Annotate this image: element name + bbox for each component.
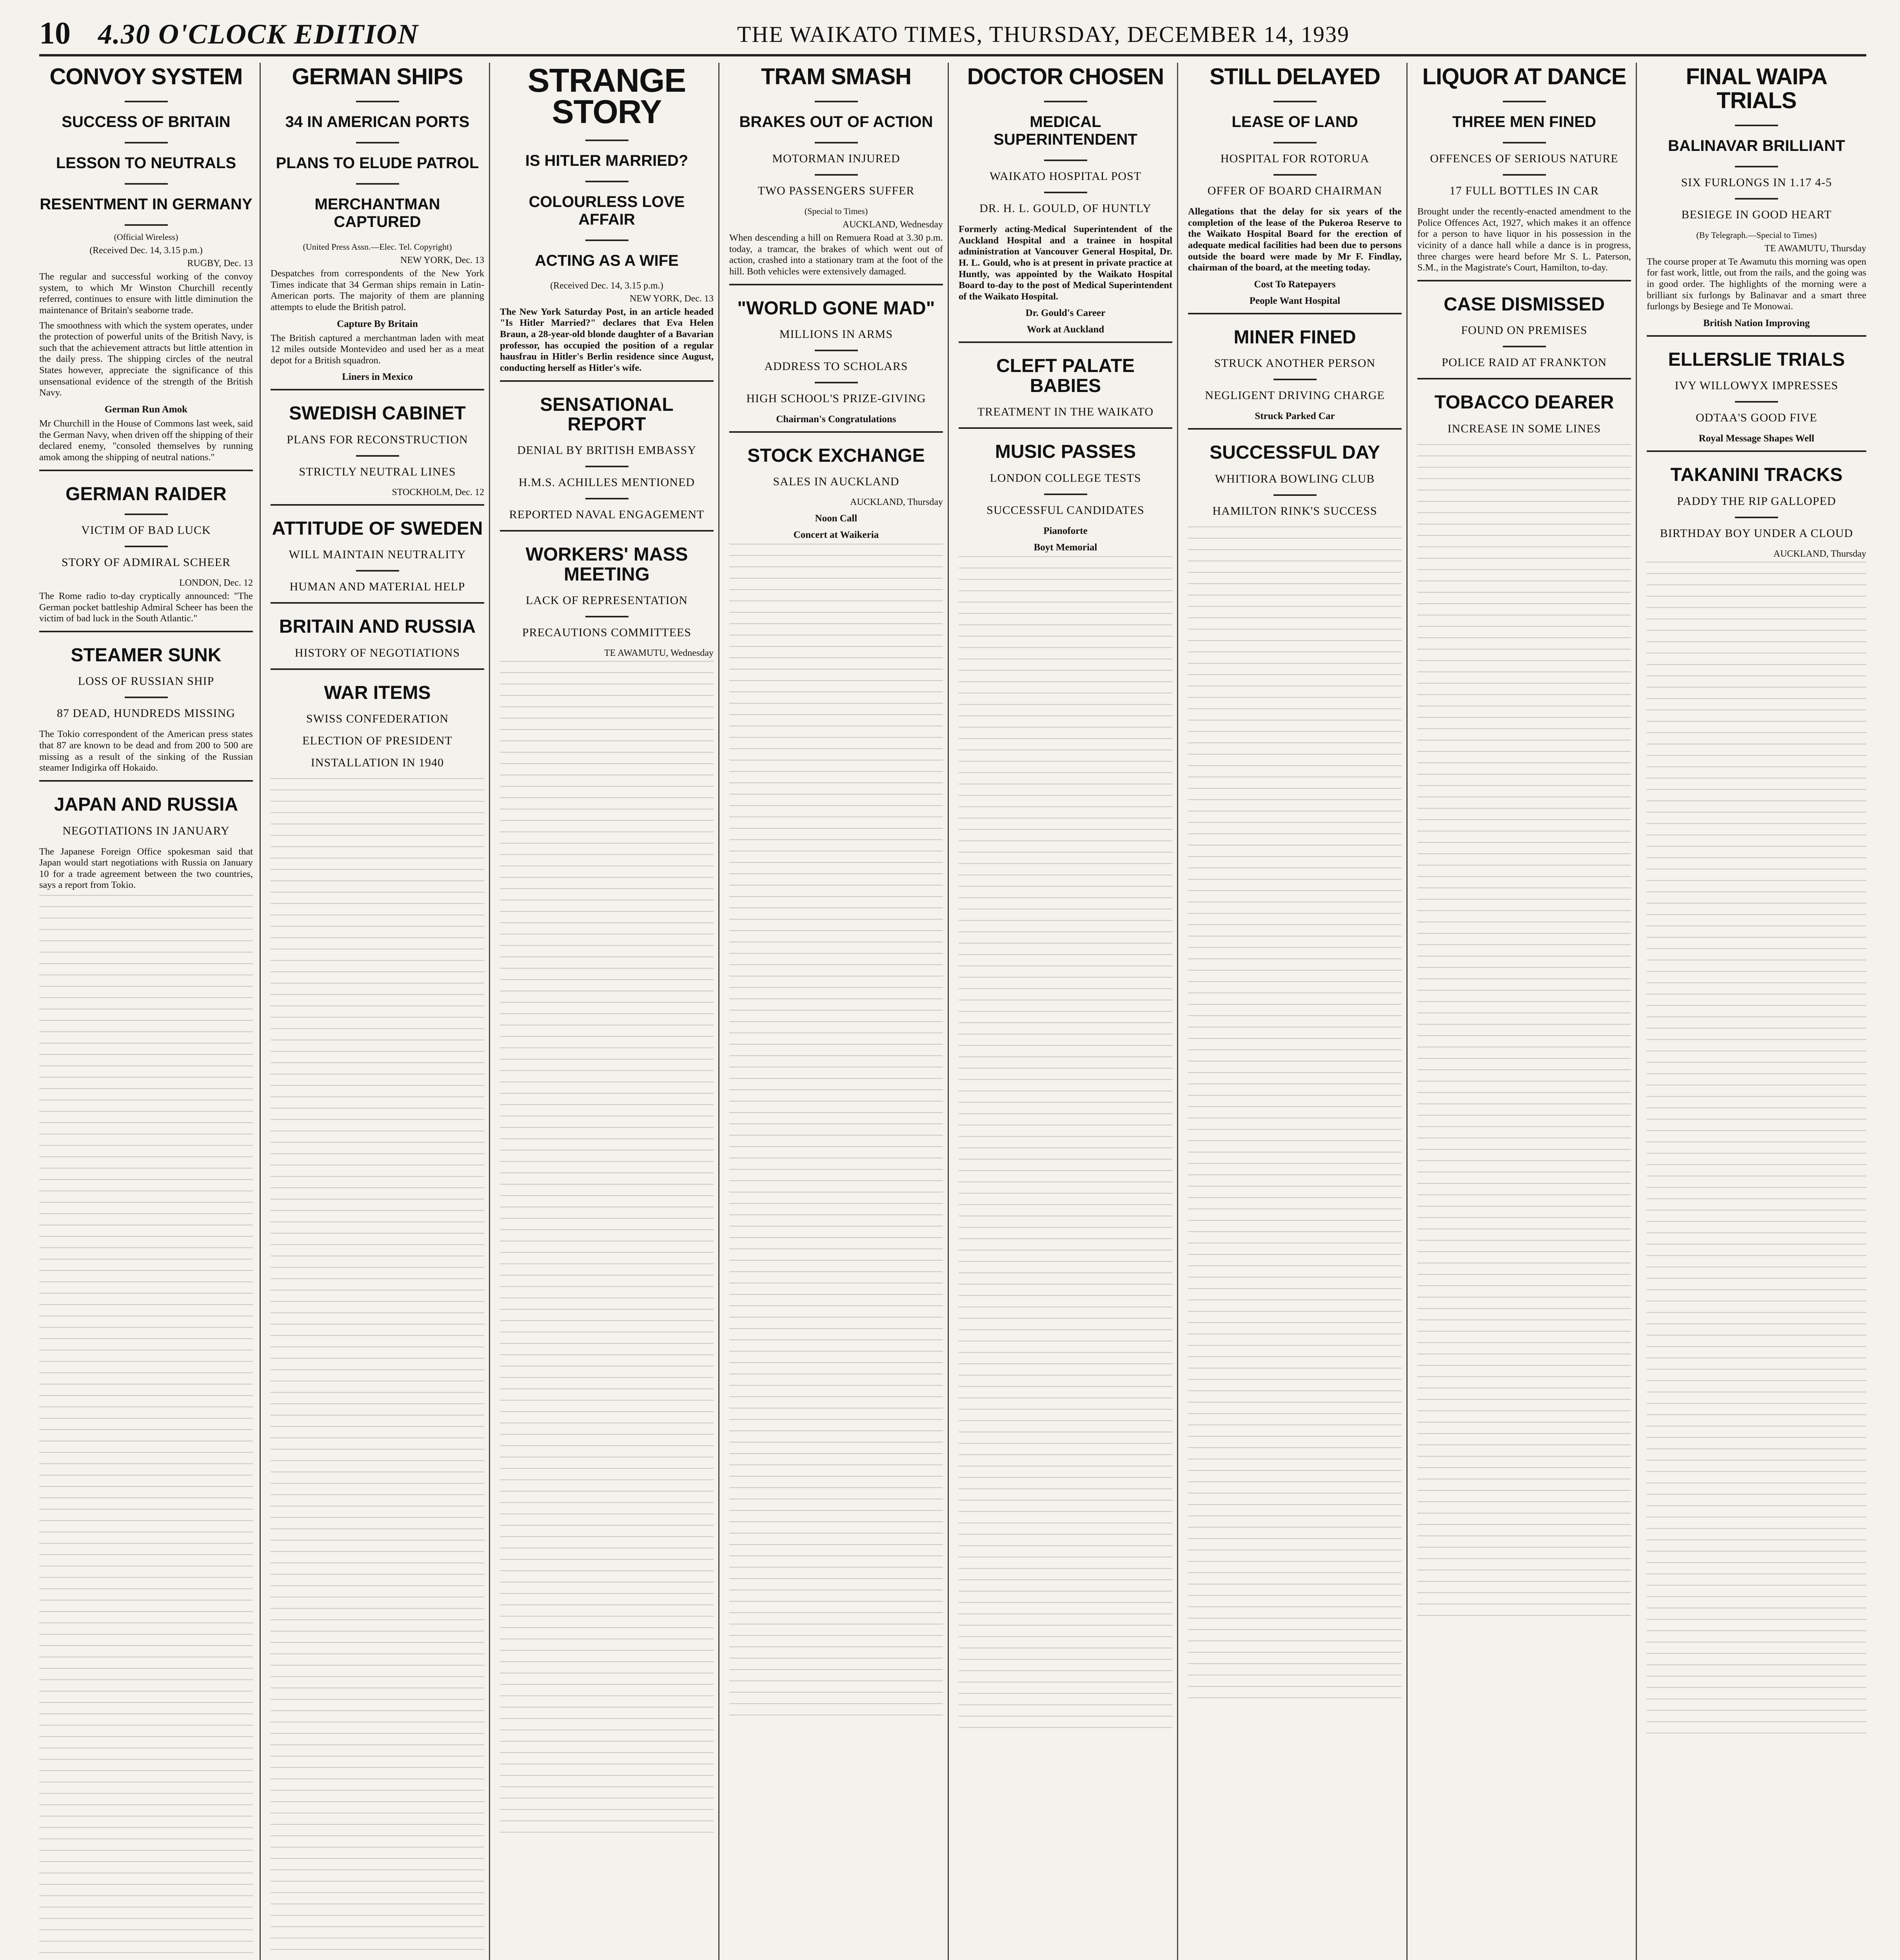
- headline: "WORLD GONE MAD": [737, 298, 935, 319]
- paragraph: The Japanese Foreign Office spokesman said that Japan would start negotiations with Russia on January 10 for a trade agreement between the two countries, says a report from Tokio.: [39, 846, 253, 891]
- headline: DOCTOR CHOSEN: [967, 64, 1164, 89]
- deck: DENIAL BY BRITISH EMBASSY: [517, 444, 696, 457]
- text-lines: [729, 544, 943, 1720]
- text-lines: [1188, 526, 1402, 1702]
- divider: [356, 570, 399, 572]
- section-rule: [1647, 335, 1866, 337]
- place-dateline: LONDON, Dec. 12: [179, 578, 253, 588]
- headline: ELLERSLIE TRIALS: [1668, 349, 1845, 370]
- divider: [1503, 101, 1546, 102]
- divider: [356, 455, 399, 457]
- deck: BESIEGE IN GOOD HEART: [1681, 208, 1832, 221]
- headline: ATTITUDE OF SWEDEN: [272, 518, 483, 539]
- headline: MUSIC PASSES: [995, 441, 1136, 463]
- headline: JAPAN AND RUSSIA: [54, 794, 238, 815]
- headline: TOBACCO DEARER: [1434, 392, 1614, 413]
- divider: [125, 101, 168, 102]
- section-rule: [1188, 313, 1402, 314]
- divider: [356, 142, 399, 143]
- headline: CONVOY SYSTEM: [49, 64, 243, 89]
- deck: PADDY THE RIP GALLOPED: [1677, 494, 1836, 508]
- headline: GERMAN RAIDER: [65, 483, 227, 505]
- deck: IS HITLER MARRIED?: [525, 152, 688, 169]
- deck: VICTIM OF BAD LUCK: [81, 524, 211, 537]
- divider: [1044, 160, 1087, 161]
- deck: ADDRESS TO SCHOLARS: [764, 359, 908, 373]
- divider: [1273, 142, 1317, 143]
- deck: SUCCESSFUL CANDIDATES: [986, 503, 1144, 517]
- paragraph: The Rome radio to-day cryptically announced: "The German pocket battleship Admiral Scheer has been the victim of bad luck in the South Atlantic.": [39, 591, 253, 624]
- wire-credit: (Special to Times): [804, 206, 868, 216]
- divider: [1735, 198, 1778, 200]
- paragraph: Brought under the recently-enacted amendment to the Police Offences Act, 1927, which makes it an offence for a person to have liquor in his possession in the vicinity of a dance hall while a dance is in progress, three charges were heard before Mr S. L. Paterson, S.M., in the Magistrate's Court, Hamilton, to-day.: [1417, 206, 1631, 273]
- deck: WILL MAINTAIN NEUTRALITY: [289, 548, 466, 561]
- headline: FINAL WAIPA TRIALS: [1686, 64, 1827, 113]
- deck: NEGOTIATIONS IN JANUARY: [62, 824, 230, 837]
- headline: BRITAIN AND RUSSIA: [279, 616, 476, 637]
- deck: TWO PASSENGERS SUFFER: [757, 184, 915, 197]
- paragraph: The regular and successful working of the convoy system, to which Mr Winston Churchill recently referred, continues to ensure with little diminution the maintenance of Britain's seaborne trade.: [39, 271, 253, 316]
- text-lines: [1417, 444, 1631, 1620]
- column-rule: [1636, 63, 1637, 1960]
- column-final-waipa-trials: [1647, 63, 1866, 1960]
- divider: [815, 350, 858, 351]
- place-dateline: TE AWAMUTU, Wednesday: [604, 648, 714, 659]
- place-dateline: RUGBY, Dec. 13: [187, 258, 253, 269]
- text-lines: [959, 556, 1172, 1732]
- text-lines: [39, 895, 253, 1960]
- text-lines: [1647, 562, 1866, 1738]
- section-rule: [729, 284, 943, 285]
- section-rule: [39, 470, 253, 471]
- deck: HUMAN AND MATERIAL HELP: [289, 580, 465, 593]
- subheading: Capture By Britain: [337, 318, 418, 329]
- deck: HAMILTON RINK'S SUCCESS: [1212, 504, 1377, 517]
- deck: HOSPITAL FOR ROTORUA: [1220, 152, 1370, 165]
- deck: LEASE OF LAND: [1232, 113, 1358, 131]
- deck: BALINAVAR BRILLIANT: [1668, 137, 1845, 154]
- column-tram-smash: [729, 63, 943, 1960]
- deck: LONDON COLLEGE TESTS: [990, 471, 1141, 485]
- divider: [1735, 125, 1778, 126]
- deck: COLOURLESS LOVE AFFAIR: [529, 193, 685, 228]
- deck: SIX FURLONGS IN 1.17 4-5: [1681, 176, 1832, 189]
- deck: SWISS CONFEDERATION: [306, 712, 449, 726]
- divider: [125, 142, 168, 143]
- deck: THREE MEN FINED: [1452, 113, 1596, 131]
- section-rule: [959, 427, 1172, 429]
- paragraph: The Tokio correspondent of the American press states that 87 are known to be dead and from 200 to 500 are missing as a result of the sinking of the Russian steamer Indigirka off Hokaido.: [39, 729, 253, 773]
- deck: STRICTLY NEUTRAL LINES: [299, 465, 456, 478]
- edition-title: 4.30 O'CLOCK EDITION: [98, 18, 419, 50]
- section-rule: [271, 504, 484, 506]
- column-rule: [260, 63, 261, 1960]
- subheading: Concert at Waikeria: [793, 530, 879, 541]
- deck: BIRTHDAY BOY UNDER A CLOUD: [1660, 526, 1853, 540]
- deck: LESSON TO NEUTRALS: [56, 154, 236, 172]
- deck: PLANS FOR RECONSTRUCTION: [287, 433, 468, 446]
- headline: CASE DISMISSED: [1444, 294, 1605, 315]
- paragraph: Formerly acting-Medical Superintendent of the Auckland Hospital and a trainee in hospital administration at Vancouver General Hospital, Dr. H. L. Gould, who is at present in private practice at Huntly, was appointed by the Waikato Hospital Board to-day to the post of Medical Superintendent of the Waikato Hospital.: [959, 223, 1172, 302]
- column-still-delayed: [1188, 63, 1402, 1960]
- subheading: Cost To Ratepayers: [1254, 279, 1336, 290]
- divider: [585, 181, 628, 182]
- headline: WORKERS' MASS MEETING: [525, 544, 688, 585]
- headline: SUCCESSFUL DAY: [1210, 442, 1380, 463]
- subheading: People Want Hospital: [1249, 295, 1341, 306]
- section-rule: [729, 431, 943, 433]
- deck: ACTING AS A WIFE: [535, 252, 679, 269]
- column-rule: [718, 63, 719, 1960]
- deck: FOUND ON PREMISES: [1461, 324, 1588, 337]
- wire-credit: (By Telegraph.—Special to Times): [1696, 230, 1817, 240]
- deck: 17 FULL BOTTLES IN CAR: [1450, 184, 1599, 197]
- deck: INSTALLATION IN 1940: [311, 756, 444, 769]
- column-rule: [948, 63, 949, 1960]
- section-rule: [500, 380, 714, 382]
- deck: PLANS TO ELUDE PATROL: [276, 154, 479, 172]
- divider: [1044, 494, 1087, 495]
- deck: SUCCESS OF BRITAIN: [62, 113, 231, 131]
- received-line: (Received Dec. 14, 3.15 p.m.): [89, 245, 203, 256]
- deck: POLICE RAID AT FRANKTON: [1441, 356, 1607, 369]
- deck: REPORTED NAVAL ENGAGEMENT: [509, 508, 705, 521]
- section-rule: [1417, 280, 1631, 281]
- headline: STRANGE STORY: [527, 63, 686, 130]
- column-convoy-system: [39, 63, 253, 1960]
- paragraph: Despatches from correspondents of the New York Times indicate that 34 German ships remain in Latin-American ports. The majority of them are planning attempts to elude the British patrol.: [271, 268, 484, 312]
- divider: [1273, 379, 1317, 380]
- deck: MOTORMAN INJURED: [772, 152, 900, 165]
- headline: WAR ITEMS: [324, 682, 431, 703]
- place-dateline: TE AWAMUTU, Thursday: [1764, 243, 1866, 254]
- divider: [125, 224, 168, 226]
- paragraph: The British captured a merchantman laden with meat 12 miles outside Montevideo and used her as a meat depot for a British squadron.: [271, 332, 484, 366]
- page-number: 10: [39, 16, 71, 51]
- masthead: [39, 16, 1866, 51]
- paper-dateline: THE WAIKATO TIMES, THURSDAY, DECEMBER 14, 1939: [737, 22, 1350, 47]
- divider: [1503, 174, 1546, 176]
- divider: [815, 142, 858, 143]
- deck: PRECAUTIONS COMMITTEES: [522, 626, 692, 639]
- divider: [1735, 166, 1778, 167]
- deck: STRUCK ANOTHER PERSON: [1214, 357, 1376, 370]
- wire-credit: (United Press Assn.—Elec. Tel. Copyright): [303, 241, 452, 252]
- subheading: British Nation Improving: [1703, 318, 1810, 329]
- divider: [585, 498, 628, 499]
- subheading: Liners in Mexico: [342, 372, 413, 383]
- subheading: German Run Amok: [104, 404, 188, 415]
- divider: [585, 140, 628, 141]
- divider: [356, 183, 399, 185]
- text-lines: [271, 778, 484, 1954]
- column-liquor-at-dance: [1417, 63, 1631, 1960]
- paragraph: Mr Churchill in the House of Commons last week, said the German Navy, when driven off the shipping of their declared enemy, "consoled themselves by running amok among the shipping of neutral nations.": [39, 418, 253, 463]
- headline: TAKANINI TRACKS: [1670, 465, 1843, 486]
- place-dateline: NEW YORK, Dec. 13: [630, 293, 714, 304]
- subheading: Pianoforte: [1043, 525, 1088, 536]
- place-dateline: AUCKLAND, Thursday: [1773, 548, 1866, 559]
- deck: NEGLIGENT DRIVING CHARGE: [1205, 389, 1385, 402]
- divider: [125, 546, 168, 547]
- deck: DR. H. L. GOULD, OF HUNTLY: [979, 201, 1152, 215]
- section-rule: [39, 631, 253, 632]
- column-rule: [489, 63, 490, 1960]
- deck: MEDICAL SUPERINTENDENT: [994, 113, 1137, 148]
- section-rule: [959, 341, 1172, 343]
- place-dateline: AUCKLAND, Thursday: [850, 497, 943, 508]
- headline: GERMAN SHIPS: [292, 64, 463, 89]
- subheading: Chairman's Congratulations: [776, 414, 896, 425]
- deck: BRAKES OUT OF ACTION: [739, 113, 933, 131]
- section-rule: [271, 389, 484, 390]
- divider: [585, 240, 628, 241]
- text-lines: [500, 661, 714, 1837]
- received-line: (Received Dec. 14, 3.15 p.m.): [550, 280, 663, 291]
- deck: H.M.S. ACHILLES MENTIONED: [518, 476, 695, 489]
- deck: RESENTMENT IN GERMANY: [40, 195, 252, 213]
- subheading: Work at Auckland: [1026, 324, 1104, 335]
- place-dateline: NEW YORK, Dec. 13: [400, 255, 484, 265]
- column-strange-story: [500, 63, 714, 1960]
- divider: [125, 183, 168, 185]
- deck: SALES IN AUCKLAND: [773, 475, 899, 488]
- divider: [815, 382, 858, 383]
- column-german-ships: [271, 63, 484, 1960]
- deck: WAIKATO HOSPITAL POST: [990, 169, 1141, 183]
- deck: HIGH SCHOOL'S PRIZE-GIVING: [746, 392, 926, 405]
- deck: ELECTION OF PRESIDENT: [302, 734, 452, 748]
- deck: MERCHANTMAN CAPTURED: [314, 195, 440, 230]
- headline: SENSATIONAL REPORT: [540, 394, 674, 435]
- divider: [125, 514, 168, 515]
- subheading: Struck Parked Car: [1255, 411, 1335, 422]
- subheading: Noon Call: [815, 513, 857, 524]
- section-rule: [39, 780, 253, 782]
- headline: TRAM SMASH: [761, 64, 912, 89]
- divider: [585, 466, 628, 467]
- subheading: Royal Message Shapes Well: [1698, 433, 1815, 444]
- headline: CLEFT PALATE BABIES: [996, 356, 1135, 396]
- deck: WHITIORA BOWLING CLUB: [1215, 472, 1375, 485]
- column-doctor-chosen: [959, 63, 1172, 1960]
- divider: [815, 174, 858, 176]
- section-rule: [1417, 378, 1631, 379]
- divider: [1273, 101, 1317, 102]
- divider: [356, 101, 399, 102]
- divider: [1735, 401, 1778, 403]
- deck: STORY OF ADMIRAL SCHEER: [61, 556, 231, 569]
- divider: [1044, 101, 1087, 102]
- deck: 87 DEAD, HUNDREDS MISSING: [56, 707, 236, 720]
- section-rule: [500, 530, 714, 532]
- deck: ODTAA'S GOOD FIVE: [1696, 411, 1817, 425]
- headline: MINER FINED: [1233, 327, 1356, 348]
- deck: OFFER OF BOARD CHAIRMAN: [1207, 184, 1382, 197]
- headline: STILL DELAYED: [1210, 64, 1380, 89]
- divider: [1273, 174, 1317, 176]
- subheading: Dr. Gould's Career: [1025, 308, 1106, 319]
- masthead-rule: [39, 54, 1866, 56]
- paragraph: The New York Saturday Post, in an article headed "Is Hitler Married?" declares that Eva Helen Braun, a 28-year-old blonde daughter of a Bavarian professor, has occupied the position of a regular hausfrau in Hitler's Berlin residence since August, conducting herself as Hitler's wife.: [500, 306, 714, 373]
- divider: [585, 616, 628, 617]
- headline: LIQUOR AT DANCE: [1422, 64, 1626, 89]
- divider: [1044, 192, 1087, 193]
- section-rule: [1647, 450, 1866, 452]
- paragraph: When descending a hill on Remuera Road at 3.30 p.m. today, a tramcar, the brakes of which went out of action, crashed into a stationary tram at the foot of the hill. Both vehicles were extensively damaged.: [729, 232, 943, 277]
- deck: TREATMENT IN THE WAIKATO: [977, 405, 1154, 419]
- place-dateline: AUCKLAND, Wednesday: [842, 219, 943, 230]
- divider: [125, 697, 168, 698]
- deck: MILLIONS IN ARMS: [779, 327, 893, 341]
- paragraph: The smoothness with which the system operates, under the protection of powerful units of the British Navy, is such that the achievement attracts but little attention in the daily press. The shipping circles of the neutral States however, appreciate the significance of this unsensational evidence of the strength of the British Navy.: [39, 320, 253, 398]
- headline: SWEDISH CABINET: [289, 403, 466, 424]
- deck: LOSS OF RUSSIAN SHIP: [78, 675, 214, 688]
- wire-credit: (Official Wireless): [114, 232, 178, 242]
- section-rule: [271, 668, 484, 670]
- headline: STOCK EXCHANGE: [747, 445, 925, 466]
- headline: STEAMER SUNK: [71, 645, 222, 666]
- deck: IVY WILLOWYX IMPRESSES: [1675, 379, 1838, 392]
- deck: 34 IN AMERICAN PORTS: [285, 113, 470, 131]
- deck: INCREASE IN SOME LINES: [1447, 422, 1601, 435]
- section-rule: [1188, 428, 1402, 430]
- divider: [1273, 494, 1317, 496]
- divider: [1735, 517, 1778, 518]
- divider: [815, 101, 858, 102]
- deck: LACK OF REPRESENTATION: [526, 594, 688, 607]
- column-rule: [1177, 63, 1178, 1960]
- deck: HISTORY OF NEGOTIATIONS: [294, 646, 460, 659]
- divider: [1503, 346, 1546, 347]
- place-dateline: STOCKHOLM, Dec. 12: [392, 487, 484, 497]
- section-rule: [271, 602, 484, 604]
- column-rule: [1406, 63, 1408, 1960]
- paragraph: The course proper at Te Awamutu this morning was open for fast work, little, out from the rails, and the going was in good order. The highlights of the morning were a brilliant six furlongs by Balinavar and a smart three furlongs by Besiege and Te Monowai.: [1647, 256, 1866, 312]
- paragraph: Allegations that the delay for six years of the completion of the lease of the Pukeroa Reserve to the Waikato Hospital Board for the erection of adequate medical facilities had been due to persons outside the board were made by Mr F. Findlay, chairman of the board, at the meeting today.: [1188, 206, 1402, 273]
- deck: OFFENCES OF SERIOUS NATURE: [1430, 152, 1618, 165]
- divider: [1503, 142, 1546, 143]
- subheading: Boyt Memorial: [1034, 542, 1097, 553]
